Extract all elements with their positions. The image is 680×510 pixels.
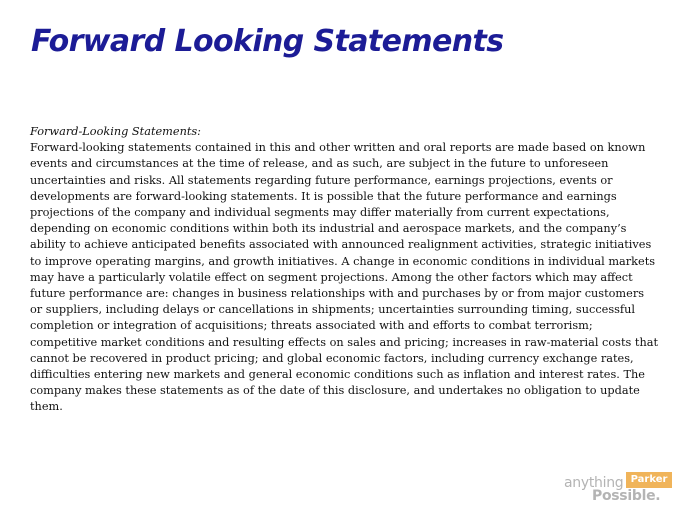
logo-possible-text: Possible. <box>592 488 661 504</box>
logo-anything-text: anything <box>564 475 624 491</box>
logo-parker-badge: Parker <box>626 472 672 488</box>
disclaimer-paragraph: Forward-looking statements contained in this and other written and oral reports are made based on known events and circumstances at the time of release, and as such, are subject in the future to unforeseen uncertainties and risks. All statements regarding future performance, earnings projections, events or developments are forward-looking statements. It is possible that the future performance and earnings projections of the company and individual segments may differ materially from current expectations, depending on economic conditions within both its industrial and aerospace markets, and the company’s ability to achieve anticipated benefits associated with announced realignment activities, strategic initiatives to improve operating margins, and growth initiatives. A change in economic conditions in individual markets may have a particularly volatile effect on segment projections. Among the other factors which may affect future performance are: changes in business relationships with and purchases by or from major customers or suppliers, including delays or cancellations in shipments; uncertainties surrounding timing, successful completion or integration of acquisitions; threats associated with and efforts to combat terrorism; competitive market conditions and resulting effects on sales and pricing; increases in raw-material costs that cannot be recovered in product pricing; and global economic factors, including currency exchange rates, difficulties entering new markets and general economic conditions such as inflation and interest rates. The company makes these statements as of the date of this disclosure, and undertakes no obligation to update them. <box>30 141 658 414</box>
disclaimer-heading: Forward-Looking Statements: <box>30 125 201 138</box>
anything-parker-possible-logo <box>563 471 673 505</box>
slide-title: Forward Looking Statements <box>31 24 504 59</box>
disclaimer-text <box>30 124 658 416</box>
